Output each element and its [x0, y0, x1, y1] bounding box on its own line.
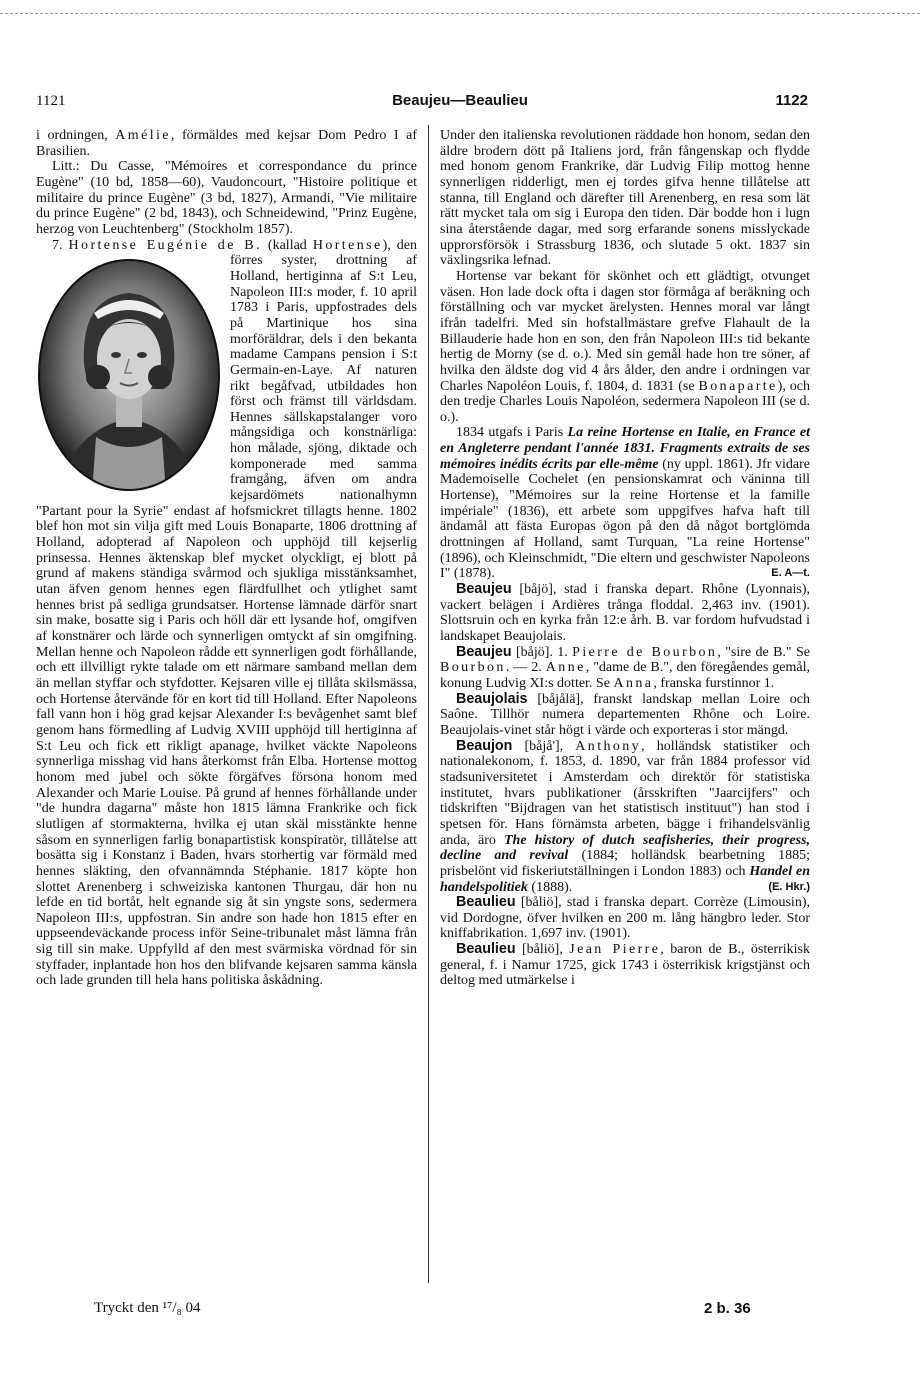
- spaced-name: Amélie: [115, 128, 171, 143]
- page-number-left: 1121: [36, 93, 66, 109]
- entry-beaujon: [440, 739, 810, 896]
- author-signature: (E. Hkr.): [768, 880, 810, 893]
- text: , "sire de B." Se: [717, 644, 810, 660]
- book-title: The history of dutch seafisheries, their progress, decline and revival: [440, 832, 810, 864]
- text: [båjålä], franskt landskap mellan Loire och Saône. Tillhör numera departementen Rhône och Loire. Beaujolais-vinet står högt i värde och exporteras i stor mängd.: [440, 691, 810, 738]
- spaced-name: Pierre de Bourbon: [572, 644, 718, 660]
- spaced-name: Jean Pierre: [569, 942, 661, 958]
- headword: Beaujeu: [456, 581, 512, 598]
- text: , förmäldes med kejsar Dom Pedro I af Brasilien.: [36, 128, 418, 159]
- book-title: La reine Hortense en Italie, en France et en Angleterre pendant l'année 1831. Fragments extraits de ses mémoires inédits écrits par elle-même: [440, 425, 810, 472]
- spaced-name: Bonaparte: [698, 378, 778, 394]
- text: [båjö]. 1.: [511, 644, 573, 660]
- paragraph-revolution: Under den italienska revolutionen räddade hon honom, sedan den äldre brodern dött på Italiens jord, från fångenskap och flydde med honom genom Frankrike, där Ludvig Filip mottog henne synnerligen ridderligt, men ej tordes gifva henne tillåtelse att stanna, till England och därefter till Arenenberg, en resa som lät rätt mycket tala om sig i Europa den tiden. Där bodde hon i lugn sina återstående dagar, med sorg erfarande sonens misslyckade upprorsförsök i Strassburg 1836, och slutade 5 okt. 1837 sin växlingsrika lefnad.: [440, 128, 810, 269]
- spaced-name: Anthony: [575, 738, 642, 754]
- paragraph-amelie: [36, 128, 417, 159]
- text: [båliö],: [515, 942, 570, 958]
- entry-beaulieu-town: [440, 895, 810, 942]
- text: (ny uppl. 1861). Jfr vidare Mademoiselle Cochelet (en pensionskamrat och väninna till Hortense), "Mémoires sur la reine Hortense et la famille impériale" (1836), ett arbete som uppgifves hafva haft till ändamål att fästa Europas ögon på den då något bortglömda drottningen af Holland, samt Turquan, "La reine Hortense" (1896), och Kleinschmidt, "Die eltern und geschwister Napoleons I" (1878).: [440, 456, 810, 582]
- text: 1834 utgafs i Paris: [456, 425, 568, 441]
- text: (1888).: [527, 879, 573, 895]
- spaced-name: Hortense: [312, 237, 383, 253]
- text: , baron de B., österrikisk general, f. i Namur 1725, gick 1743 i österrikisk krigstjänst och deltog med utmärkelse i: [440, 942, 810, 989]
- hortense-portrait-image: [36, 257, 222, 493]
- text: Hortense var bekant för skönhet och ett glädtigt, otvunget väsen. Hon lade dock ofta i dagen stor förmåga af beräkning och förställning och var mycket ärelysten. Hennes moral var långt ifrån tadelfri. Med sin hofstallmästare grefve Flahault de la Billauderie hade hon en son, den från Napoleon III:s tid bekante hertig de Morny (se d. o.). Med sin gemål hade hon tre söner, af hvilka den äldste dog vid 4 års ålder, den andre i ordningen var Charles Napoléon Louis, f. 1804, d. 1831 (se: [440, 268, 810, 394]
- page-number-right: 1122: [775, 92, 808, 109]
- text: ), och den tredje Charles Louis Napoléon, sedermera Napoleon III (se d. o.).: [440, 378, 810, 425]
- text: , "dame de B.", den föregåendes gemål, konung Ludvig XI:s dotter. Se: [440, 660, 810, 691]
- headword: Beaujeu: [456, 643, 512, 660]
- paragraph-character: [440, 269, 810, 426]
- entry-number: 7.: [52, 237, 69, 253]
- text: (1884; holländsk bearbetning 1885; prisbelönt vid fiskeriutställningen i London 1883) och: [440, 848, 810, 879]
- headword: Beaulieu: [456, 941, 516, 958]
- spaced-name: Anne: [545, 660, 586, 676]
- book-title: Handel en handelspolitiek: [440, 863, 811, 895]
- headword: Beaulieu: [456, 894, 516, 911]
- left-column: [36, 128, 417, 989]
- column-divider: [428, 125, 429, 1283]
- text: , holländsk statistiker och nationalekonom, f. 1853, d. 1890, var från 1884 professor vid stadsuniversitetet i Amsterdam och direktör för statistiska institutet, hvars publikationer (årsskriften "Jaarcijfers" och tidskriften "Bijdragen van het statistisch instituut") han stod i spetsen för. Hans förnämsta arbeten, bägge i frihandelsvänlig anda, äro: [440, 738, 810, 848]
- right-column: [440, 128, 810, 989]
- running-title: Beaujeu—Beaulieu: [392, 92, 528, 109]
- entry-beaujeu-persons: [440, 645, 810, 692]
- entry-beaulieu-person: [440, 942, 810, 989]
- text: . — 2.: [505, 660, 546, 676]
- text: (kallad: [261, 237, 313, 253]
- entry-hortense: [36, 238, 417, 990]
- entry-beaujeu-town: [440, 582, 810, 645]
- text: , franska furstinnor 1.: [653, 675, 775, 691]
- text: ), den förres syster, drottning af Holland, hertiginna af S:t Leu, Napoleon III:s moder, f. 10 april 1783 i Paris, uppfostrades dels på Martinique hos sina morföräldrar, dels i den bekanta madame Campans pension i S:t Germain-en-Laye. Af naturen rikt begåfvad, utbildades hon först och främst till världsdam. Hennes sällskapstalanger voro mångsidiga och konstnärliga: hon målade, sjöng, diktade och komponerade med samma framgång, äfven om andra kejsardömets nationalhymn "Partant pour la Syrie" endast af hofsmickret tillagts henne. 1802 blef hon mot sin vilja gift med Louis Bonaparte, 1806 drottning af Holland, adopterad af Napoleon och upphöjd till kejserlig prinsessa. Hennes äktenskap blef mycket olyckligt, ej blott på grund af makens ständiga svårmod och sjukliga misstänksamhet, utan äfven genom hennes egen flärdfullhet och ytlighet samt hennes brist på sedliga grundsatser. Hortense lämnade därför snart sin make, bosatte sig i Paris och höll där ett lysande hof, omgifven af konstnärer och lärde och synnerligen omtyckt af sin omgifning. Mellan henne och Napoleon rådde ett synnerligen godt förhållande, och ett illvilligt rykte talade om ett närmare samband mellan dem än mellan styffar och styfdotter. Kejsaren ville ej tillåta skilsmässa, och Hortense återvände för en kort tid till Holland. Efter Napoleons fall vann hon i hög grad kejsar Alexander I:s bevågenhet samt blef genom hans förmedling af Ludvig XVIII upphöjd till hertiginna af S:t Leu och fick ett rikligt apanage, hvilket väckte Napoleons synnerliga misshag vid hans återkomst från Elba. Hortense mottog honom med jubel och sökte förgäfves försona honom med Alexander och Marie Louise. På grund af hennes förhållande under "de hundra dagarna" måste hon 1815 lämna Frankrike och fick slutligen af stormakterna, hvilka ej utan skäl misstänkte henne såsom en synnerligen farlig bonapartistisk konspiratör, tillåtelse att bosätta sig i Konstanz i Baden, hvars storhertig var förmäld med hennes släkting, den ofvannämnda Stéphanie. 1817 köpte hon slottet Arenenberg i schweiziska kantonen Thurgau, där hon nu lefde en tid bortåt, helt egnande sig åt sin yngste sons, sedermera Napoleon III:s, uppfostran. Sin andre son hade hon 1815 efter en uppseendeväckande process inför Seine-tribunalet måst lämna från sig till sin make. Uppfylld af den mest svärmiska vördnad för sin styffader, inplantade hon hos den blifvande kejsaren samma känsla och lade grunden till hela hans politiska åskådning.: [36, 237, 417, 989]
- sheet-signature: 2 b. 36: [704, 1300, 751, 1317]
- top-rule: [0, 13, 920, 14]
- text: [båliö], stad i franska depart. Corrèze (Limousin), vid Dordogne, öfver hvilken en 200 m. lång hängbro leder. Stor kniffabrikation. 1,697 inv. (1901).: [440, 895, 810, 942]
- text: [båjö], stad i franska depart. Rhône (Lyonnais), vackert belägen i Ardières trånga floddal. 2,463 inv. (1901). Slottsruin och en kyrka från 12:e årh. B. var fordom hufvudstad i landskapet Beaujolais.: [440, 582, 810, 644]
- paragraph-memoirs: [440, 425, 810, 582]
- spaced-name: Bourbon: [440, 660, 506, 676]
- headword: Beaujon: [456, 737, 513, 754]
- print-date: Tryckt den ¹⁷/₈ 04: [94, 1300, 201, 1316]
- text: i ordningen,: [36, 128, 116, 143]
- entry-beaujolais: [440, 692, 810, 739]
- spaced-name: Anna: [613, 675, 654, 691]
- text: [båjå'],: [512, 738, 576, 754]
- headword: Beaujolais: [456, 690, 528, 707]
- author-signature: E. A—t.: [771, 567, 810, 580]
- paragraph-litterature: Litt.: Du Casse, "Mémoires et correspondance du prince Eugène" (10 bd, 1858—60), Vaudoncourt, "Histoire politique et militaire du prince Eugène" (3 bd, 1827), Armandi, "Vie militaire du prince Eugène" (2 bd, 1843), och Schneidewind, "Prinz Eugène, herzog von Leuchtenberg" (Stockholm 1857).: [36, 159, 417, 237]
- spaced-name: Hortense Eugénie de B.: [68, 237, 262, 253]
